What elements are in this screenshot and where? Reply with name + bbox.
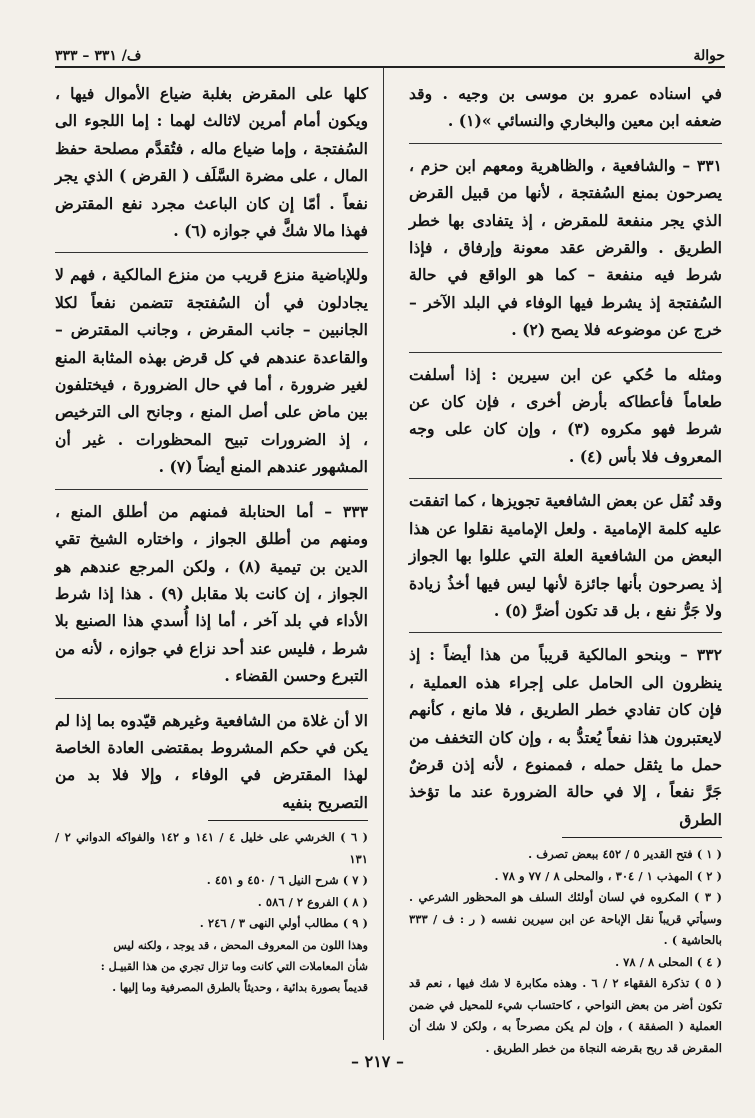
header-section-ref: ف/ ٣٣١ – ٣٣٣ xyxy=(55,48,142,64)
section-rule xyxy=(409,632,722,633)
footnote-rule xyxy=(208,820,368,821)
footnotes xyxy=(55,827,368,998)
footnote: ( ٢ ) المهذب ١ / ٣٠٤ ، والمحلى ٨ / ٧٧ و ٧٨ . xyxy=(494,868,722,883)
footnote: ( ٩ ) مطالب أولي النهى ٣ / ٢٤٦ . xyxy=(199,916,368,931)
footnote: ( ٤ ) المحلى ٨ / ٧٨ . xyxy=(615,954,722,969)
paragraph: ٣٣٢ – وبنحو المالكية قريباً من هذا أيضاً : إذ ينظرون الى الحامل على إجراء هذه العملية ، فإن كان تفادي خطر الطريق ، فلا مانع ، كأنهم لايعتبرون هذا نفعاً يُعتدُّ به ، وإن كان التخفف من حمل ما يثقل حمله ، فممنوع ، لأنه إذن قرضٌ جَرَّ نفعاً ، إلا في حالة الضرورة عند ما تؤخذ الطرق xyxy=(409,645,722,829)
footnote-note-line: قديماً بصورة بدائية ، وحديثاً بالطرق المصرفية وما إليها . xyxy=(112,980,368,994)
footnote: ( ٥ ) تذكرة الفقهاء ٢ / ٦ . وهذه مكابرة لا شك فيها ، نعم قد تكون أضر من بعض النواحي ، كاحتساب شيء للمحيل في ضمن العملية ( الصفقة ) ، وإن لم يكن مصرحاً به ، ولكن لا شك أن المقرض قد ربح بقرضه النجاة من خطر الطريق . xyxy=(409,976,723,1055)
header-rule xyxy=(55,66,725,68)
section-rule xyxy=(55,489,368,490)
footnote-rule xyxy=(562,837,722,838)
paragraph: ٣٣٣ – أما الحنابلة فمنهم من أطلق المنع ، ومنهم من أطلق الجواز ، واختاره الشيخ تقي الدين بن تيمية (٨) ، ولكن المرجع عندهم هو الجواز ، إن كانت بلا مقابل (٩) . هذا إذا شرط الأداء في بلد آخر ، أما إذا أُسدي هذا الصنيع بلا شرط ، فليس عند أحد نزاع في جوازه ، لأنه من التبرع وحسن القضاء . xyxy=(55,501,368,686)
footnote: ( ٣ ) المكروه في لسان أولئك السلف هو المحظور الشرعي . وسيأتي قريباً نقل الإباحة عن ابن سيرين نفسه ( ر : ف / ٣٣٣ بالحاشية ) . xyxy=(409,890,722,948)
section-rule xyxy=(409,478,722,479)
footnote: ( ٧ ) شرح النيل ٦ / ٤٥٠ و ٤٥١ . xyxy=(206,873,368,888)
section-rule xyxy=(55,698,368,699)
footnote-note-line: شأن المعاملات التي كانت وما تزال تجري من هذا القبيـل : xyxy=(100,959,368,973)
footnote: ( ٨ ) الفروع ٢ / ٥٨٦ . xyxy=(257,894,368,909)
paragraph: كلها على المقرض بغلبة ضياع الأموال فيها ، ويكون أمام أمرين لاثالث لهما : إما اللجوء الى السُفتجة ، وإما ضياع ماله ، فتُقدَّم مصلحة حفظ المال ، على مضرة السَّلَف ( القرض ) الذي يجر نفعاً . أمّا إن كان الباعث مجرد نفع المقترض فهذا مالا شكَّ في جوازه (٦) . xyxy=(55,84,368,241)
footnote-note-line: وهذا اللون من المعروف المحض ، قد يوجد ، ولكنه ليس xyxy=(113,938,368,952)
right-column xyxy=(409,80,722,1059)
paragraph: وقد نُقل عن بعض الشافعية تجويزها ، كما اتفقت عليه كلمة الإمامية . ولعل الإمامية نقلوا عن هذا البعض من الشافعية العلة التي عللوا بها الجواز إذ يصرحون بأنها جائزة لأنها ليس فيها أخذُ زيادة ولا جَرُّ نفع ، بل قد تكون أضرَّ (٥) . xyxy=(409,491,722,620)
section-rule xyxy=(409,352,722,353)
left-column xyxy=(55,80,368,998)
paragraph: ٣٣١ – والشافعية ، والظاهرية ومعهم ابن حزم ، يصرحون بمنع السُفتجة ، لأنها من قبيل القرض الذي يجر منفعة للمقرض ، إذ يتفادى بها خطر الطريق . والقرض عقد معونة وإرفاق ، فإذا شرط فيه منفعة – كما هو الواقع في حالة السُفتجة إذ يشرط فيها الوفاء في البلد الآخر – خرج عن موضوعه فلا يصح (٢) . xyxy=(409,155,722,340)
running-header xyxy=(55,38,725,64)
footnote-note xyxy=(55,935,368,998)
paragraph: الا أن غلاة من الشافعية وغيرهم قيّدوه بما إذا لم يكن في حكم المشروط بمقتضى العادة الخاصة لهذا المقترض في الوفاء ، وإلا فلا بد من التصريح بنفيه xyxy=(55,710,368,812)
column-divider xyxy=(383,68,384,1040)
paragraph: ومثله ما حُكي عن ابن سيرين : إذا أسلفت طعاماً فأعطاكه بأرض أخرى ، فإن كان عن شرط فهو مكروه (٣) ، وإن كان على وجه المعروف فلا بأس (٤) . xyxy=(409,364,722,466)
footnote: ( ٦ ) الخرشي على خليل ٤ / ١٤١ و ١٤٢ والفواكه الدواني ٢ / ١٣١ xyxy=(55,830,369,866)
section-rule xyxy=(55,252,368,253)
footnote: ( ١ ) فتح القدير ٥ / ٤٥٢ ببعض تصرف . xyxy=(528,847,722,862)
section-rule xyxy=(409,143,722,144)
paragraph: وللإباضية منزع قريب من منزع المالكية ، فهم لا يجادلون في أن السُفتجة تتضمن نفعاً لكلا الجانبين – جانب المقرض ، وجانب المقترض – والقاعدة عندهم في كل قرض بهذه المثابة المنع لغير ضرورة ، أما في حال الضرورة ، فيختلفون بين ماض على أصل المنع ، وجانح الى الترخيص ، إذ الضرورات تبيح المحظورات . غير أن المشهور عندهم المنع أيضاً (٧) . xyxy=(55,265,368,477)
footnotes xyxy=(409,844,722,1059)
header-title: حوالة xyxy=(693,48,725,64)
page-number: – ٢١٧ – xyxy=(351,1052,404,1071)
paragraph: في اسناده عمرو بن موسى بن وجيه . وقد ضعفه ابن معين والبخاري والنسائي »(١) . xyxy=(409,84,722,131)
